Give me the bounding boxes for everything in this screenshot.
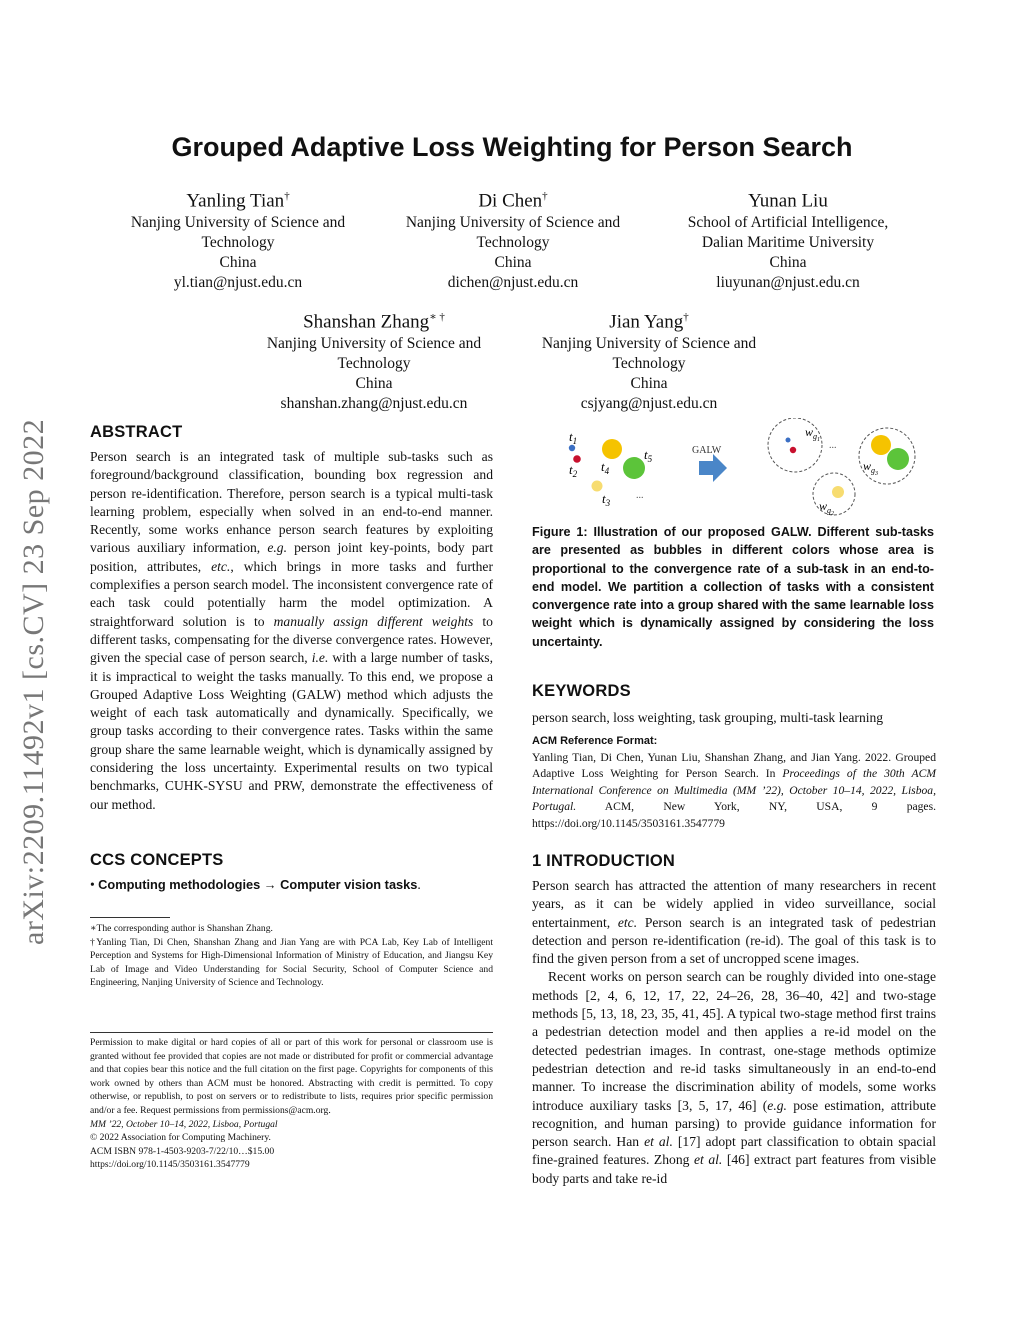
author-name: Yanling Tian (186, 190, 285, 212)
group1-bubble-blue (786, 438, 791, 443)
author-email[interactable]: csjyang@njust.edu.cn (580, 395, 718, 413)
introduction-section (532, 852, 936, 1188)
author-name: Di Chen (478, 190, 543, 212)
keywords-heading: KEYWORDS (532, 682, 631, 700)
group3-bubble-green (887, 448, 909, 470)
bubble-t3 (592, 481, 603, 492)
author-affiliation: Nanjing University of Science and (541, 335, 757, 353)
keywords-section (532, 682, 934, 727)
intro-paragraph-1: Person search has attracted the attention of many researchers in recent years, as it can be widely applied in video surveillance, social entertainment, etc. Person search is an integrated task of pedestrian detection and person re-identification (re-id). The goal of this task is to find the given person from a set of uncropped scene images. (532, 878, 936, 967)
arrow-icon (699, 454, 727, 482)
label-t4: $t_4$ (601, 459, 610, 476)
author-email[interactable]: liuyunan@njust.edu.cn (716, 274, 860, 292)
author-country: China (355, 375, 393, 393)
label-t2: $t_2$ (569, 462, 578, 479)
galw-label: GALW (692, 445, 722, 456)
venue: MM ’22, October 10–14, 2022, Lisboa, Portugal (90, 1118, 278, 1130)
author-country: China (219, 254, 257, 272)
label-t3: $t_3$ (602, 491, 611, 508)
keywords-text: person search, loss weighting, task grouping, multi-task learning (532, 710, 884, 725)
label-t5: $t_5$ (644, 447, 653, 464)
ccs-section (90, 851, 493, 894)
author-block (246, 305, 502, 414)
bubble-t5 (623, 457, 645, 479)
ccs-heading: CCS CONCEPTS (90, 851, 224, 869)
ellipsis-right: ... (829, 440, 837, 451)
footnote-corresponding: ∗The corresponding author is Shanshan Zhang. (90, 923, 273, 934)
ellipsis-left: ... (636, 490, 644, 501)
author-block (660, 184, 916, 293)
author-affiliation: School of Artificial Intelligence, (687, 214, 889, 232)
intro-paragraph-2: Recent works on person search can be roughly divided into one-stage methods [2, 4, 6, 12, 17, 22, 24–26, 28, 36–40, 42] and two-stage methods [5, 13, 18, 23, 35, 41, 45]. A typical two-stage method first trains a pedestrian detection model and then applies a re-id model on the detected pedestrian images. In contrast, one-stage methods optimize pedestrian detection and re-id tasks simultaneously in an end-to-end manner. To increase the discrimination ability of models, some works introduce auxiliary tasks [3, 5, 17, 46] (e.g. pose estimation, attribute recognition, and human parsing) to provide guidance information for person search. Han et al. [17] adopt part classification to obtain spacial fine-grained features. Zhong et al. [46] extract part features from visible body parts and take re-id (532, 969, 936, 1186)
author-affiliation: Technology (476, 234, 550, 252)
doi-link[interactable]: https://doi.org/10.1145/3503161.3547779 (90, 1159, 250, 1171)
author-email[interactable]: yl.tian@njust.edu.cn (173, 274, 303, 292)
author-affiliation: Technology (201, 234, 275, 252)
acm-reference (532, 733, 936, 833)
author-mark: ∗ † (429, 311, 445, 323)
label-t1: $t_1$ (569, 429, 578, 446)
figure-caption: Figure 1: Illustration of our proposed GALW. Different sub-tasks are presented as bubbles in different colors whose area is proportional to the convergence rate of a sub-task in an end-to-end model. We partition a collection of tasks with a consistent convergence rate into a group shared with the same learnable loss weight which is dynamically assigned by considering the loss uncertainty. (532, 525, 934, 649)
author-mark: † (542, 190, 548, 202)
author-country: China (494, 254, 532, 272)
acm-reference-heading: ACM Reference Format: (532, 735, 658, 747)
abstract-heading: ABSTRACT (90, 423, 183, 441)
author-affiliation: Nanjing University of Science and (405, 214, 621, 232)
author-affiliation: Nanjing University of Science and (130, 214, 346, 232)
author-block (385, 184, 641, 293)
label-wg3: $w_g3$ (863, 459, 879, 477)
author-mark: † (683, 311, 689, 323)
author-email[interactable]: dichen@njust.edu.cn (447, 274, 579, 292)
footnotes (90, 922, 493, 990)
label-wg2: $w_g2$ (819, 499, 835, 517)
abstract-section (90, 423, 493, 814)
author-affiliation: Dalian Maritime University (701, 234, 875, 252)
introduction-body (532, 877, 936, 1188)
author-block (521, 305, 777, 414)
author-affiliation: Nanjing University of Science and (266, 335, 482, 353)
group3-bubble-yellow (871, 435, 891, 455)
author-mark: † (284, 190, 290, 202)
footnote-affiliations: †Yanling Tian, Di Chen, Shanshan Zhang and Jian Yang are with PCA Lab, Key Lab of Intelligent Perception and Systems for High-Dimensional Information of Ministry of Education, and Jiangsu Key Lab of Image and Video Understanding for Social Security, School of Computer Science and Engineering, Nanjing University of Science and Technology. (90, 936, 493, 989)
author-name: Jian Yang (609, 311, 684, 333)
bubble-t4 (602, 439, 622, 459)
acm-reference-text: Yanling Tian, Di Chen, Yunan Liu, Shanshan Zhang, and Jian Yang. 2022. Grouped Adaptive Loss Weighting for Person Search. In Proceedings of the 30th ACM International Conference on Multimedia (MM ’22), October 10–14, 2022, Lisboa, Portugal. ACM, New York, NY, USA, 9 pages. https://doi.org/10.1145/3503161.3547779 (532, 750, 936, 830)
group1-bubble-red (790, 447, 796, 453)
paper-title: Grouped Adaptive Loss Weighting for Person Search (171, 132, 853, 162)
bubble-t2 (573, 455, 581, 463)
author-country: China (630, 375, 668, 393)
author-email[interactable]: shanshan.zhang@njust.edu.cn (280, 395, 468, 413)
author-affiliation: Technology (337, 355, 411, 373)
label-wg1: $w_g1$ (805, 425, 821, 443)
permission-text: Permission to make digital or hard copies of all or part of this work for personal or classroom use is granted without fee provided that copies are not made or distributed for profit or commercial advantage and that copies bear this notice and the full citation on the first page. Copyrights for components of this work owned by others than ACM must be honored. Abstracting with credit is permitted. To copy otherwise, or republish, to post on servers or to redistribute to lists, requires prior specific permission and/or a fee. Request permissions from permissions@acm.org. (90, 1037, 493, 1116)
author-name: Yunan Liu (748, 190, 828, 212)
group2-bubble-lightyellow (832, 486, 844, 498)
arxiv-stamp: arXiv:2209.11492v1 [cs.CV] 23 Sep 2022 (17, 418, 50, 945)
introduction-heading: 1 INTRODUCTION (532, 852, 676, 870)
author-country: China (769, 254, 807, 272)
ccs-concepts: • Computing methodologies → Computer vision tasks. (90, 877, 421, 892)
permission-block (90, 1036, 493, 1172)
footnote-rule (90, 917, 170, 918)
copyright: © 2022 Association for Computing Machinery. (90, 1132, 271, 1144)
permission-rule (90, 1032, 493, 1033)
author-affiliation: Technology (612, 355, 686, 373)
author-block (110, 184, 366, 293)
figure-illustration (532, 418, 934, 518)
abstract-body: Person search is an integrated task of multiple sub-tasks such as foreground/background classification, bounding box regression and person re-identification. Therefore, person search is a typical multi-task learning problem, especially when solved in an end-to-end manner. Recently, some works enhance person search features by exploiting various auxiliary information, e.g. person joint key-points, body part position, attributes, etc., which brings in more tasks and further complexifies a person search model. The inconsistent convergence rate of each task could potentially harm the model optimization. A straightforward solution is to manually assign different weights to different tasks, compensating for the diverse convergence rates. However, given the special case of person search, i.e. with a large number of tasks, it is impractical to weight the tasks manually. To this end, we propose a Grouped Adaptive Loss Weighting (GALW) method which adjusts the weight of each task automatically and dynamically. Specifically, we group tasks according to their convergence rates. Tasks within the same group share the same learnable weight, which is dynamically assigned by considering the loss uncertainty. Experimental results on two typical benchmarks, CUHK-SYSU and PRW, demonstrate the effectiveness of our method. (90, 449, 493, 812)
group-wg1 (768, 418, 822, 472)
author-name: Shanshan Zhang (303, 311, 430, 333)
isbn: ACM ISBN 978-1-4503-9203-7/22/10…$15.00 (90, 1145, 275, 1157)
